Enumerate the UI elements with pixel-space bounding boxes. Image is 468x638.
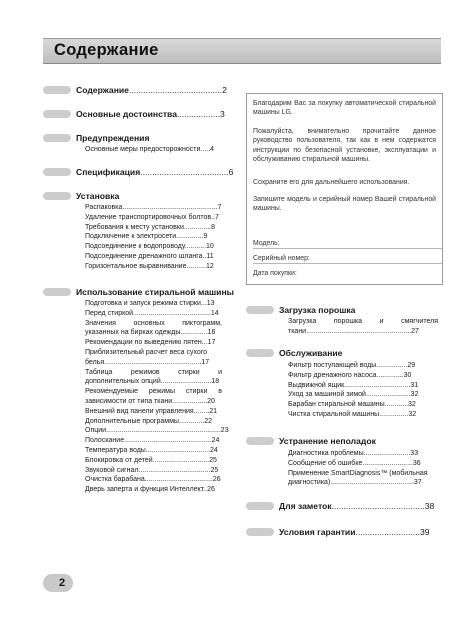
notice-text: Благодарим Вас за покупку автоматической стиральной машины LG. <box>253 100 436 117</box>
toc-page: 2 <box>222 85 227 95</box>
toc-item[interactable]: Опции...........................................................23 <box>85 427 229 435</box>
section-marker-icon <box>43 192 71 200</box>
section-marker-icon <box>246 502 274 510</box>
toc-item[interactable]: Сообщение об ошибке..........................36 <box>288 459 421 467</box>
toc-leader: ....................................... <box>331 501 425 511</box>
toc-section-warranty[interactable] <box>246 527 441 538</box>
toc-item[interactable]: Звуковой сигнал.....................................25 <box>85 466 219 474</box>
toc-section-detergent[interactable] <box>246 305 441 337</box>
section-marker-icon <box>43 288 71 296</box>
toc-leader: ........................... <box>355 527 420 537</box>
toc-section-usage[interactable] <box>43 287 234 495</box>
model-field: Модель: <box>253 240 442 249</box>
page-number-badge <box>43 574 73 592</box>
notice-text: Сохраните его для дальнейшего использования. <box>253 179 410 186</box>
section-marker-icon <box>246 528 274 536</box>
toc-page: 3 <box>220 109 225 119</box>
toc-item[interactable]: Подсоединение дренажного шланга..11 <box>85 252 214 260</box>
toc-title: Предупреждения <box>76 133 150 143</box>
contents-header-bar <box>43 38 441 64</box>
toc-item[interactable]: Выдвижной ящик..................................31 <box>288 381 419 389</box>
section-marker-icon <box>246 349 274 357</box>
toc-leader: .................. <box>177 109 220 119</box>
toc-item[interactable]: Уход за машиной зимой.......................32 <box>288 391 419 399</box>
toc-item[interactable]: Чистка стиральной машины...............32 <box>288 410 417 418</box>
toc-item[interactable]: Барабан стиральной машины............32 <box>288 401 416 409</box>
section-marker-icon <box>246 437 274 445</box>
toc-item[interactable]: Таблица режимов стирки и дополнительных опций..........................18 <box>85 368 222 386</box>
toc-title: Условия гарантии <box>279 527 356 537</box>
toc-section-warnings[interactable] <box>43 133 223 155</box>
section-marker-icon <box>43 168 71 176</box>
toc-item[interactable]: Дополнительные программы.............22 <box>85 417 212 425</box>
toc-item[interactable]: Фильтр поступающей воды................29 <box>288 362 416 369</box>
toc-title: Обслуживание <box>279 348 343 358</box>
toc-item[interactable]: Подключение к электросети..............9 <box>85 233 208 241</box>
toc-leader: ..................................... <box>140 167 229 177</box>
toc-section-troubleshooting[interactable] <box>246 436 441 488</box>
toc-item[interactable]: Требования к месту установки..............8 <box>85 223 215 231</box>
toc-title: Спецификация <box>76 167 141 177</box>
toc-title: Загрузка порошка <box>279 305 356 315</box>
toc-item[interactable]: Полоскание.............................................24 <box>85 437 220 445</box>
toc-section-features[interactable] <box>43 109 223 120</box>
toc-item[interactable]: Перед стиркой........................................14 <box>85 309 219 317</box>
purchase-date-field: Дата покупки: <box>253 270 297 277</box>
serial-number-field: Серийный номер: <box>253 255 442 264</box>
toc-item[interactable]: Диагностика проблемы........................33 <box>288 450 419 457</box>
page-number: 2 <box>59 577 66 589</box>
toc-item[interactable]: Подготовка и запуск режима стирки...13 <box>85 300 215 307</box>
section-marker-icon <box>43 110 71 118</box>
toc-title: Использование стиральной машины <box>76 287 234 297</box>
toc-leader: ....................................... <box>128 85 223 95</box>
section-marker-icon <box>43 86 71 94</box>
toc-page: 6 <box>228 167 234 177</box>
toc-item[interactable]: Дверь заперта и функция Интеллект..26 <box>85 486 215 494</box>
toc-item[interactable]: Приблизительный расчет веса сухого белья..................................................17 <box>85 348 210 366</box>
toc-title: Содержание <box>76 85 129 95</box>
toc-item[interactable]: Фильтр дренажного насоса..............30 <box>288 371 412 379</box>
toc-section-notes[interactable] <box>246 501 441 512</box>
toc-item[interactable]: Температура воды.................................24 <box>85 446 218 454</box>
toc-title: Устранение неполадок <box>279 436 376 446</box>
toc-item[interactable]: Рекомендации по выведению пятен...17 <box>85 339 216 347</box>
toc-item[interactable]: Применение SmartDiagnosis™ (мобильная диагностика)...........................................37 <box>288 469 428 487</box>
toc-title: Для заметок <box>279 501 332 511</box>
notice-text: Пожалуйста, внимательно прочитайте данное руководство пользователя, так как в нем содержатся инструкции по безопасной установке, эксплуатации и обслуживанию стиральной машины. <box>253 128 436 163</box>
toc-section-specs[interactable] <box>43 167 234 178</box>
toc-page: 39 <box>419 527 430 537</box>
toc-section-contents[interactable] <box>43 85 227 96</box>
toc-section-maintenance[interactable] <box>246 348 441 420</box>
toc-item[interactable]: Горизонтальное выравнивание..........12 <box>85 262 214 270</box>
toc-item[interactable]: Удаление транспортировочных болтов..7 <box>85 213 219 221</box>
page-title: Содержание <box>54 41 159 59</box>
toc-section-installation[interactable] <box>43 191 223 272</box>
toc-item[interactable]: Подсоединение к водопроводу...........10 <box>85 243 214 251</box>
section-marker-icon <box>43 134 71 142</box>
toc-item[interactable]: Очистка барабана...................................26 <box>85 476 221 484</box>
toc-title: Установка <box>76 191 120 201</box>
thank-you-notice-box <box>246 93 443 285</box>
toc-item[interactable]: Блокировка от детей.............................25 <box>85 456 217 464</box>
toc-item[interactable]: Внешний вид панели управления........21 <box>85 407 218 415</box>
toc-item[interactable]: Рекомендуемые режимы стирки в зависимости от типа ткани..................20 <box>85 388 222 405</box>
toc-item[interactable]: Загрузка порошка и смягчителя ткани......................................................27 <box>288 318 438 335</box>
toc-item[interactable]: Основные меры предосторожности.....4 <box>85 146 215 153</box>
toc-item[interactable]: Распаковка.................................................7 <box>85 204 222 211</box>
toc-item[interactable]: Значения основных пиктограмм, указанных на бирках одежды..............16 <box>85 319 222 337</box>
section-marker-icon <box>246 306 274 314</box>
notice-text: Запишите модель и серийный номер Вашей стиральной машины. <box>253 196 436 213</box>
toc-title: Основные достоинства <box>76 109 178 119</box>
toc-page: 38 <box>424 501 435 511</box>
